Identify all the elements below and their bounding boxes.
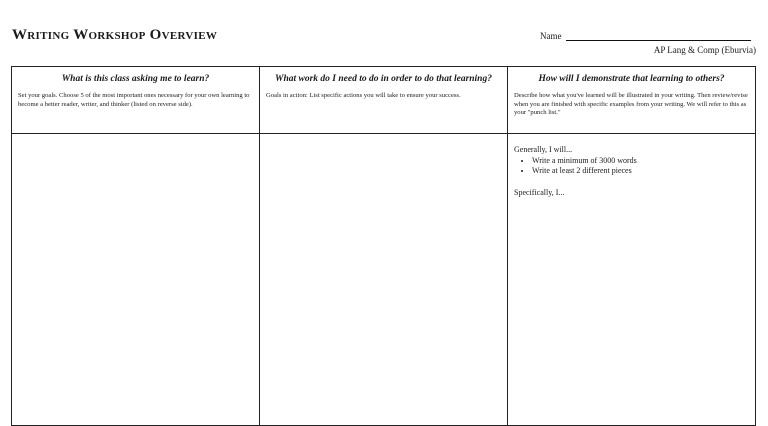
column-header-work [260, 67, 508, 134]
column-description: Set your goals. Choose 5 of the most important ones necessary for your own learning to become a better reader, writer, and thinker (listed on reverse side). [18, 92, 250, 108]
overview-table [11, 66, 756, 426]
column-heading: How will I demonstrate that learning to others? [538, 74, 725, 84]
requirements-list [514, 156, 749, 177]
list-item: • Write a minimum of 3000 words [532, 156, 749, 166]
course-label: AP Lang & Comp (Eburvia) [653, 45, 756, 55]
learn-response-area[interactable] [12, 134, 260, 425]
name-field [540, 31, 756, 41]
name-label: Name [540, 31, 562, 41]
column-description: Describe how what you've learned will be illustrated in your writing. Then review/revise when you are finished with specific examples from your writing. We will refer to this as your "punch list." [514, 92, 748, 117]
column-heading: What is this class asking me to learn? [61, 74, 210, 84]
specifically-text: Specifically, I... [514, 187, 565, 197]
column-description: Goals in action: List specific actions you will take to ensure your success. [266, 92, 461, 99]
generally-text: Generally, I will... [514, 145, 573, 154]
column-heading: What work do I need to do in order to do that learning? [275, 74, 492, 84]
work-response-area[interactable] [260, 134, 508, 425]
page-title: Writing Workshop Overview [12, 27, 218, 43]
demonstrate-response-area[interactable] [508, 134, 755, 425]
list-item: • Write at least 2 different pieces [532, 166, 749, 176]
name-blank-line[interactable] [566, 40, 751, 41]
column-header-demonstrate [508, 67, 755, 134]
column-header-learn [12, 67, 260, 134]
